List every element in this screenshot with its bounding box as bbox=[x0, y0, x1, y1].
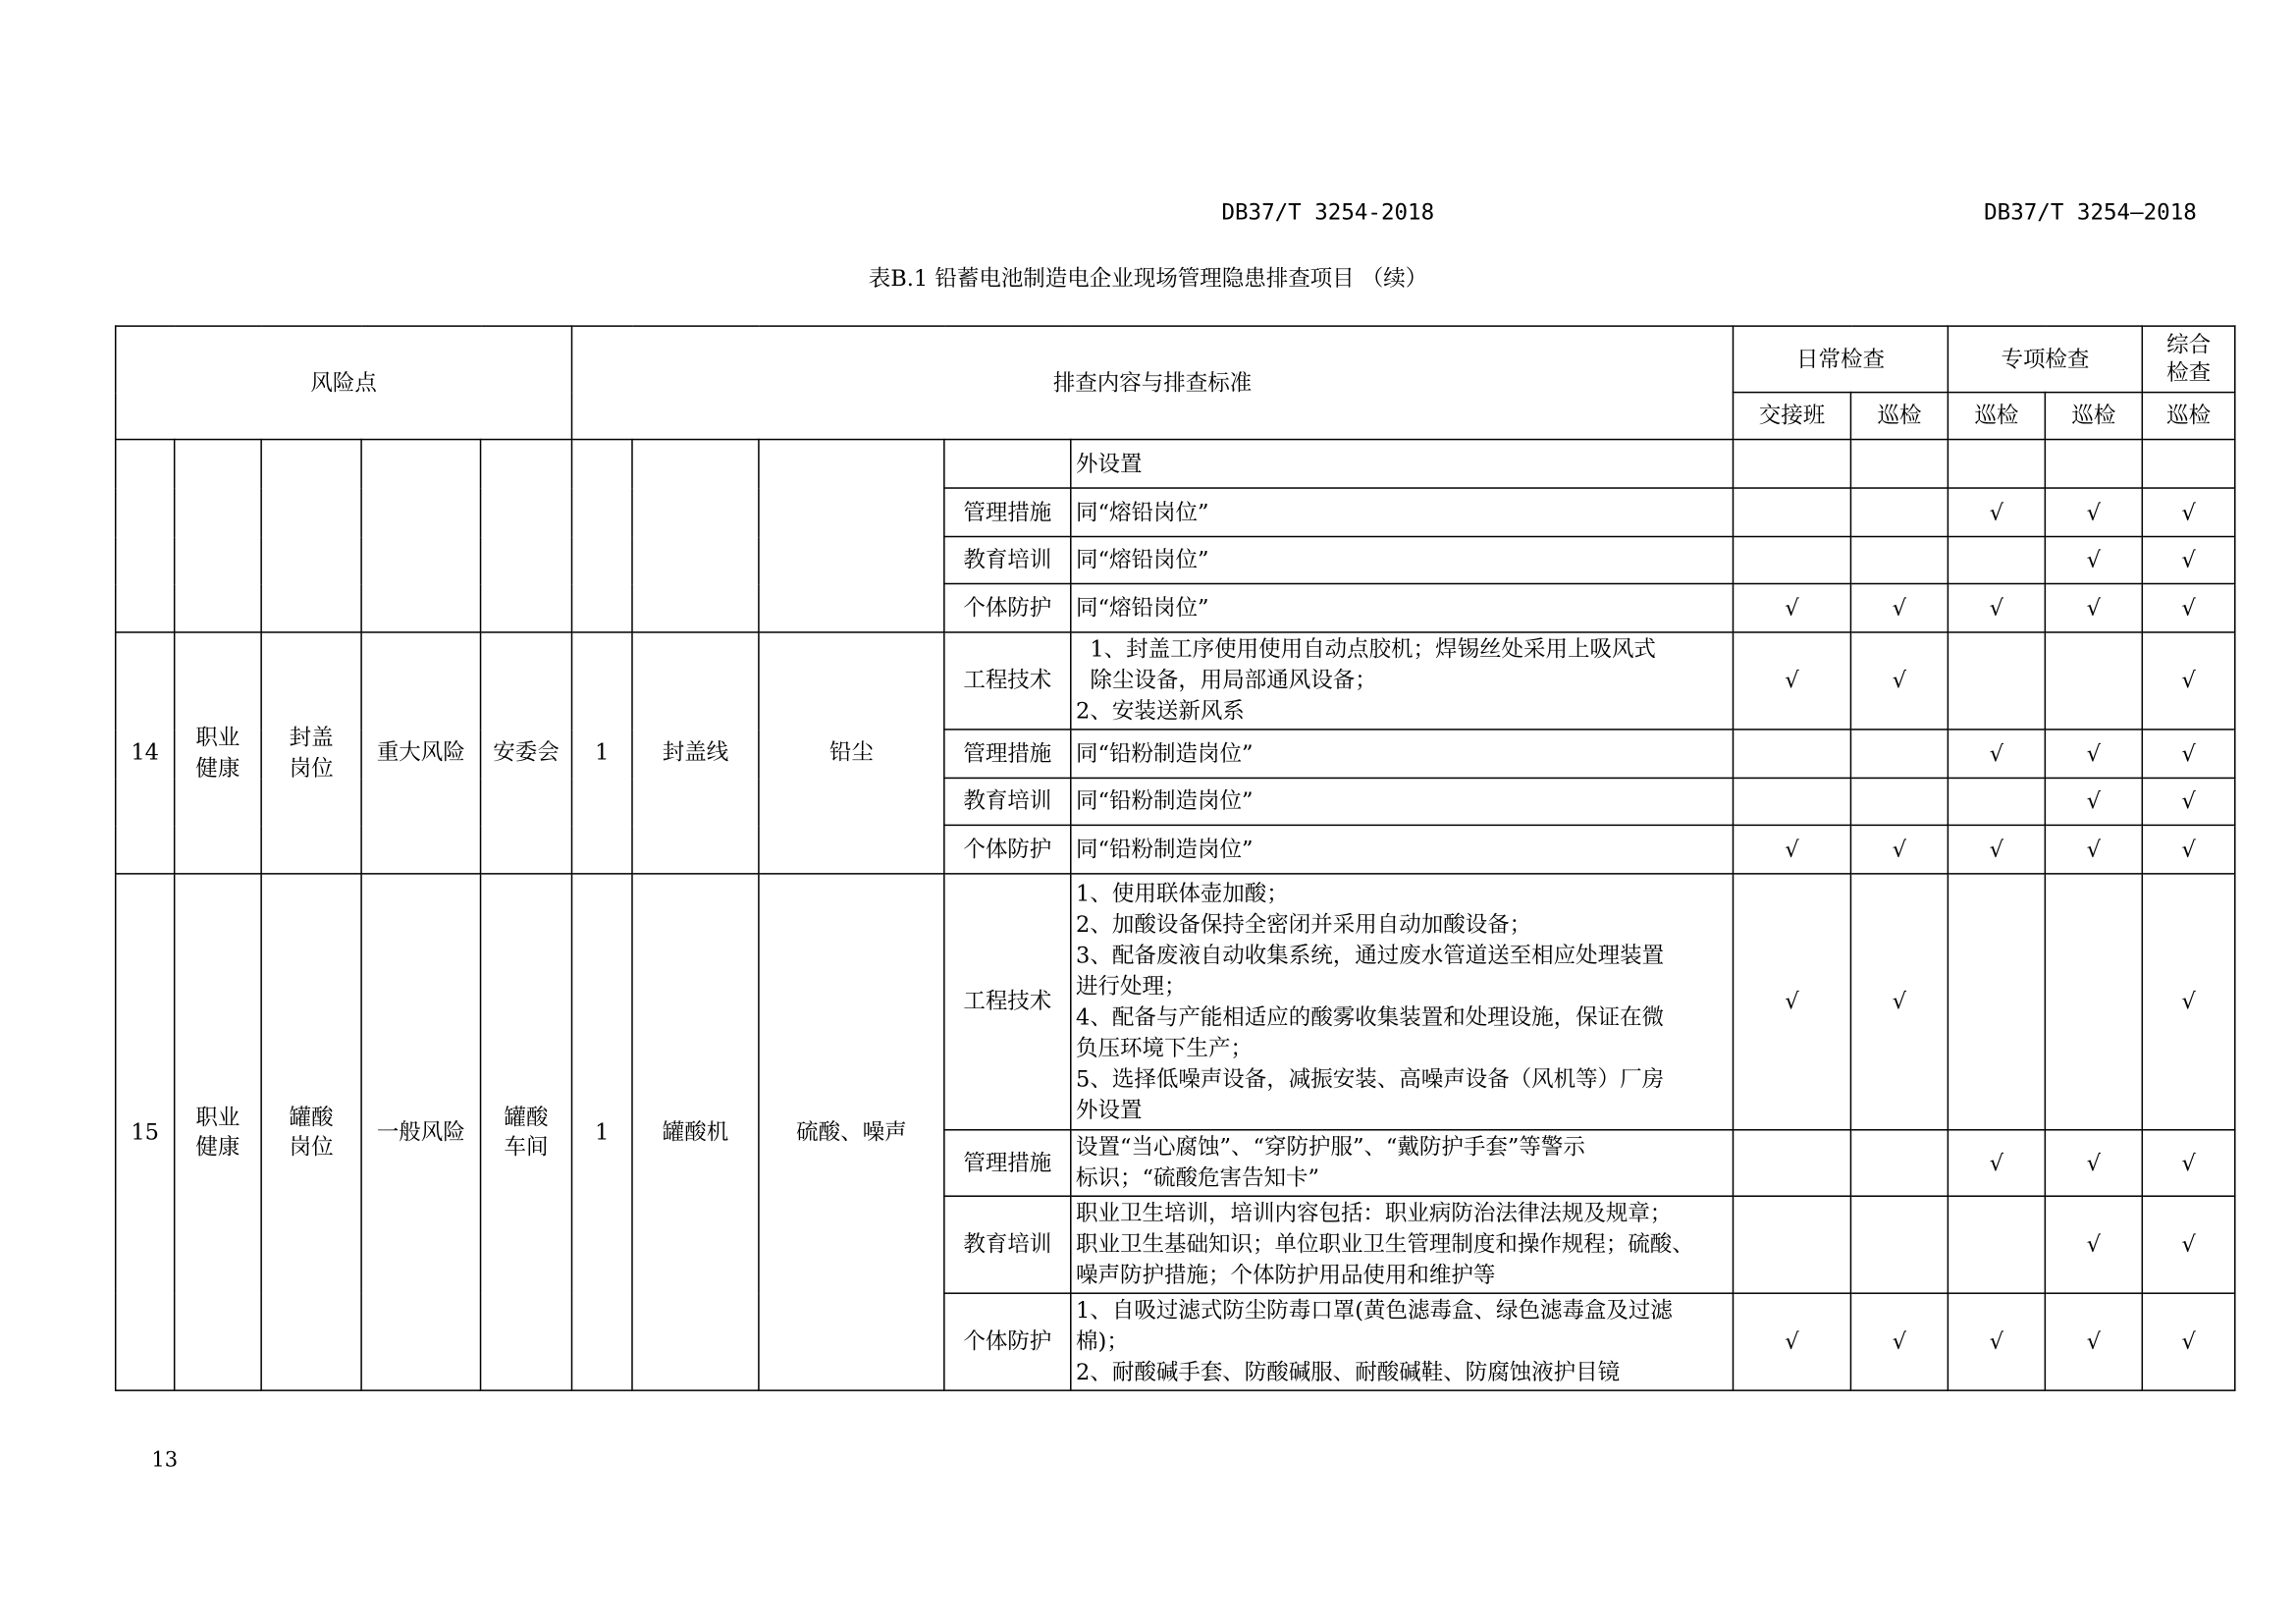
item-number: 15 bbox=[116, 874, 175, 1390]
item-number: 14 bbox=[116, 632, 175, 874]
header-patrol-special-2: 巡检 bbox=[2045, 393, 2142, 440]
post-name bbox=[261, 874, 361, 1390]
check-special-patrol-2 bbox=[2045, 583, 2142, 631]
hazard-inspection-table bbox=[115, 325, 2236, 1391]
risk-level: 一般风险 bbox=[361, 874, 480, 1390]
responsible-department bbox=[481, 874, 572, 1390]
check-mark: √ bbox=[1892, 667, 1907, 694]
check-special-patrol-1 bbox=[1948, 874, 2045, 1130]
measure-type: 管理措施 bbox=[944, 730, 1071, 778]
content-line: 标识；“硫酸危害告知卡” bbox=[1076, 1163, 1319, 1191]
content-line: 同“熔铅岗位” bbox=[1076, 593, 1209, 621]
measure-type bbox=[944, 440, 1071, 488]
content-line: 同“铅粉制造岗位” bbox=[1076, 835, 1254, 862]
table-row bbox=[116, 632, 2235, 730]
page-number: 13 bbox=[151, 1448, 179, 1473]
header-risk-point: 风险点 bbox=[116, 326, 572, 439]
check-comprehensive-patrol bbox=[2142, 778, 2234, 825]
check-special-patrol-2 bbox=[2045, 825, 2142, 873]
check-special-patrol-2 bbox=[2045, 1130, 2142, 1196]
quantity: 1 bbox=[572, 632, 632, 874]
check-mark: √ bbox=[1989, 836, 2004, 863]
check-special-patrol-2 bbox=[2045, 1293, 2142, 1390]
hazard-factor: 铅尘 bbox=[759, 632, 944, 874]
check-special-patrol-1 bbox=[1948, 730, 2045, 778]
content-line: 职业卫生培训，培训内容包括：职业病防治法律法规及规章； bbox=[1076, 1199, 1673, 1226]
cell-line-1: 封盖 bbox=[289, 725, 334, 752]
header-patrol-special-1: 巡检 bbox=[1948, 393, 2045, 440]
measure-type: 工程技术 bbox=[944, 632, 1071, 730]
check-comprehensive-patrol bbox=[2142, 1196, 2234, 1293]
check-mark: √ bbox=[2181, 988, 2196, 1015]
check-shift-handover bbox=[1734, 537, 1851, 584]
content-line: 同“熔铅岗位” bbox=[1076, 546, 1209, 573]
department-cell bbox=[481, 440, 572, 632]
table-row bbox=[116, 440, 2235, 488]
check-shift-handover bbox=[1734, 730, 1851, 778]
check-daily-patrol bbox=[1850, 730, 1948, 778]
check-mark: √ bbox=[1989, 594, 2004, 622]
check-special-patrol-1 bbox=[1948, 778, 2045, 825]
check-comprehensive-patrol bbox=[2142, 583, 2234, 631]
inspection-content bbox=[1071, 1196, 1734, 1293]
content-line: 同“铅粉制造岗位” bbox=[1076, 787, 1254, 815]
check-shift-handover bbox=[1734, 440, 1851, 488]
cell-line-2: 车间 bbox=[504, 1133, 549, 1161]
check-special-patrol-2 bbox=[2045, 488, 2142, 536]
check-special-patrol-2 bbox=[2045, 730, 2142, 778]
content-line: 棉)； bbox=[1076, 1327, 1129, 1355]
content-line: 同“铅粉制造岗位” bbox=[1076, 739, 1254, 767]
measure-type: 个体防护 bbox=[944, 1293, 1071, 1390]
risk-level: 重大风险 bbox=[361, 632, 480, 874]
check-comprehensive-patrol bbox=[2142, 1130, 2234, 1196]
check-mark: √ bbox=[2181, 1149, 2196, 1176]
check-shift-handover bbox=[1734, 874, 1851, 1130]
cell-line-1: 职业 bbox=[195, 1104, 240, 1131]
inspection-content bbox=[1071, 730, 1734, 778]
measure-type: 教育培训 bbox=[944, 1196, 1071, 1293]
measure-type: 管理措施 bbox=[944, 1130, 1071, 1196]
cell-line-1: 罐酸 bbox=[504, 1104, 549, 1131]
check-shift-handover bbox=[1734, 488, 1851, 536]
check-daily-patrol bbox=[1850, 440, 1948, 488]
check-comprehensive-patrol bbox=[2142, 440, 2234, 488]
check-mark: √ bbox=[2086, 499, 2102, 526]
measure-type: 教育培训 bbox=[944, 537, 1071, 584]
check-shift-handover bbox=[1734, 778, 1851, 825]
hazard-factor: 硫酸、噪声 bbox=[759, 874, 944, 1390]
check-daily-patrol bbox=[1850, 632, 1948, 730]
content-line: 3、配备废液自动收集系统，通过废水管道送至相应处理装置 bbox=[1076, 941, 1665, 968]
header-row-1 bbox=[116, 326, 2235, 392]
header-comprehensive-check bbox=[2142, 326, 2234, 392]
check-mark: √ bbox=[2181, 667, 2196, 694]
measure-type: 工程技术 bbox=[944, 874, 1071, 1130]
risk-category bbox=[175, 874, 261, 1390]
check-special-patrol-1 bbox=[1948, 825, 2045, 873]
check-comprehensive-patrol bbox=[2142, 488, 2234, 536]
check-daily-patrol bbox=[1850, 583, 1948, 631]
check-mark: √ bbox=[1785, 1327, 1799, 1355]
content-line: 1、封盖工序使用使用自动点胶机；焊锡丝处采用上吸风式 bbox=[1076, 635, 1656, 663]
cell-line-2: 岗位 bbox=[289, 754, 334, 782]
check-mark: √ bbox=[2181, 1327, 2196, 1355]
header-patrol-comprehensive: 巡检 bbox=[2142, 393, 2234, 440]
check-special-patrol-1 bbox=[1948, 583, 2045, 631]
check-special-patrol-1 bbox=[1948, 1130, 2045, 1196]
header-daily-check: 日常检查 bbox=[1734, 326, 1949, 392]
header-shift-handover: 交接班 bbox=[1734, 393, 1851, 440]
table-row bbox=[116, 874, 2235, 1130]
content-line: 同“熔铅岗位” bbox=[1076, 498, 1209, 525]
equipment-name: 封盖线 bbox=[632, 632, 759, 874]
cell-line-2: 健康 bbox=[195, 754, 240, 782]
check-shift-handover bbox=[1734, 1293, 1851, 1390]
category-cell bbox=[175, 440, 261, 632]
check-special-patrol-1 bbox=[1948, 1293, 2045, 1390]
check-mark: √ bbox=[2086, 787, 2102, 815]
check-special-patrol-1 bbox=[1948, 488, 2045, 536]
check-mark: √ bbox=[2181, 836, 2196, 863]
cell-line-2: 健康 bbox=[195, 1133, 240, 1161]
inspection-content bbox=[1071, 632, 1734, 730]
hazard-cell bbox=[759, 440, 944, 632]
inspection-content bbox=[1071, 1293, 1734, 1390]
check-mark: √ bbox=[1989, 1149, 2004, 1176]
check-special-patrol-2 bbox=[2045, 874, 2142, 1130]
check-shift-handover bbox=[1734, 1196, 1851, 1293]
inspection-content bbox=[1071, 440, 1734, 488]
content-line: 外设置 bbox=[1076, 450, 1143, 477]
quantity-cell bbox=[572, 440, 632, 632]
check-mark: √ bbox=[2086, 836, 2102, 863]
check-mark: √ bbox=[1989, 739, 2004, 767]
inspection-content bbox=[1071, 488, 1734, 536]
content-line: 1、使用联体壶加酸； bbox=[1076, 879, 1289, 906]
document-code-left: DB37/T 3254-2018 bbox=[1221, 198, 1435, 226]
check-special-patrol-1 bbox=[1948, 537, 2045, 584]
check-special-patrol-2 bbox=[2045, 778, 2142, 825]
check-daily-patrol bbox=[1850, 778, 1948, 825]
check-shift-handover bbox=[1734, 1130, 1851, 1196]
check-special-patrol-1 bbox=[1948, 1196, 2045, 1293]
table-caption: 表B.1 铅蓄电池制造电企业现场管理隐患排查项目 （续） bbox=[868, 264, 1428, 292]
content-line: 2、耐酸碱手套、防酸碱服、耐酸碱鞋、防腐蚀液护目镜 bbox=[1076, 1358, 1621, 1385]
check-daily-patrol bbox=[1850, 1196, 1948, 1293]
check-mark: √ bbox=[2181, 594, 2196, 622]
check-mark: √ bbox=[1892, 1327, 1907, 1355]
content-line: 负压环境下生产； bbox=[1076, 1034, 1254, 1061]
check-special-patrol-2 bbox=[2045, 537, 2142, 584]
check-mark: √ bbox=[1785, 667, 1799, 694]
risk-category bbox=[175, 632, 261, 874]
check-daily-patrol bbox=[1850, 1130, 1948, 1196]
check-mark: √ bbox=[1989, 499, 2004, 526]
inspection-content bbox=[1071, 537, 1734, 584]
check-shift-handover bbox=[1734, 583, 1851, 631]
check-special-patrol-2 bbox=[2045, 440, 2142, 488]
measure-type: 管理措施 bbox=[944, 488, 1071, 536]
header-comprehensive-line2: 检查 bbox=[2166, 358, 2212, 386]
inspection-content bbox=[1071, 583, 1734, 631]
header-patrol-daily: 巡检 bbox=[1850, 393, 1948, 440]
equipment-name: 罐酸机 bbox=[632, 874, 759, 1390]
check-mark: √ bbox=[2181, 1231, 2196, 1259]
check-mark: √ bbox=[2086, 1149, 2102, 1176]
check-comprehensive-patrol bbox=[2142, 632, 2234, 730]
content-line: 4、配备与产能相适应的酸雾收集装置和处理设施，保证在微 bbox=[1076, 1002, 1665, 1030]
check-mark: √ bbox=[2086, 1327, 2102, 1355]
measure-type: 个体防护 bbox=[944, 583, 1071, 631]
post-cell bbox=[261, 440, 361, 632]
check-mark: √ bbox=[2086, 739, 2102, 767]
content-line: 2、安装送新风系 bbox=[1076, 697, 1245, 725]
content-line: 进行处理； bbox=[1076, 972, 1187, 1000]
content-line: 5、选择低噪声设备，减振安装、高噪声设备（风机等）厂房 bbox=[1076, 1064, 1665, 1092]
content-line: 2、加酸设备保持全密闭并采用自动加酸设备； bbox=[1076, 910, 1532, 938]
check-daily-patrol bbox=[1850, 1293, 1948, 1390]
inspection-content bbox=[1071, 1130, 1734, 1196]
check-daily-patrol bbox=[1850, 537, 1948, 584]
inspection-content bbox=[1071, 825, 1734, 873]
check-mark: √ bbox=[2181, 499, 2196, 526]
content-line: 设置“当心腐蚀”、“穿防护服”、“戴防护手套”等警示 bbox=[1076, 1133, 1585, 1161]
cell-line-1: 罐酸 bbox=[289, 1104, 334, 1131]
check-comprehensive-patrol bbox=[2142, 874, 2234, 1130]
check-mark: √ bbox=[1785, 836, 1799, 863]
content-line: 外设置 bbox=[1076, 1096, 1143, 1123]
content-line: 噪声防护措施；个体防护用品使用和维护等 bbox=[1076, 1261, 1496, 1288]
check-daily-patrol bbox=[1850, 874, 1948, 1130]
header-comprehensive-line1: 综合 bbox=[2166, 331, 2212, 358]
check-mark: √ bbox=[2181, 546, 2196, 573]
check-mark: √ bbox=[1785, 988, 1799, 1015]
content-line: 职业卫生基础知识；单位职业卫生管理制度和操作规程；硫酸、 bbox=[1076, 1230, 1694, 1258]
check-mark: √ bbox=[2086, 1231, 2102, 1259]
check-mark: √ bbox=[1892, 836, 1907, 863]
check-mark: √ bbox=[2181, 739, 2196, 767]
check-special-patrol-1 bbox=[1948, 632, 2045, 730]
cell-line-1: 安委会 bbox=[493, 739, 560, 767]
cell-line-2: 岗位 bbox=[289, 1133, 334, 1161]
check-shift-handover bbox=[1734, 632, 1851, 730]
risk-level-cell bbox=[361, 440, 480, 632]
check-shift-handover bbox=[1734, 825, 1851, 873]
check-mark: √ bbox=[1892, 988, 1907, 1015]
check-daily-patrol bbox=[1850, 488, 1948, 536]
responsible-department bbox=[481, 632, 572, 874]
check-daily-patrol bbox=[1850, 825, 1948, 873]
inspection-content bbox=[1071, 778, 1734, 825]
check-mark: √ bbox=[1785, 594, 1799, 622]
document-code-right: DB37/T 3254—2018 bbox=[1984, 198, 2197, 226]
check-mark: √ bbox=[2086, 594, 2102, 622]
content-line: 1、自吸过滤式防尘防毒口罩(黄色滤毒盒、绿色滤毒盒及过滤 bbox=[1076, 1296, 1673, 1324]
equipment-cell bbox=[632, 440, 759, 632]
check-mark: √ bbox=[1892, 594, 1907, 622]
check-mark: √ bbox=[1989, 1327, 2004, 1355]
check-special-patrol-1 bbox=[1948, 440, 2045, 488]
check-special-patrol-2 bbox=[2045, 632, 2142, 730]
quantity: 1 bbox=[572, 874, 632, 1390]
header-special-check: 专项检查 bbox=[1948, 326, 2142, 392]
content-line: 除尘设备，用局部通风设备； bbox=[1076, 667, 1377, 694]
check-comprehensive-patrol bbox=[2142, 1293, 2234, 1390]
header-content-standard: 排查内容与排查标准 bbox=[572, 326, 1734, 439]
check-mark: √ bbox=[2086, 546, 2102, 573]
post-name bbox=[261, 632, 361, 874]
measure-type: 个体防护 bbox=[944, 825, 1071, 873]
measure-type: 教育培训 bbox=[944, 778, 1071, 825]
check-comprehensive-patrol bbox=[2142, 825, 2234, 873]
inspection-content bbox=[1071, 874, 1734, 1130]
check-comprehensive-patrol bbox=[2142, 730, 2234, 778]
check-comprehensive-patrol bbox=[2142, 537, 2234, 584]
cell-line-1: 职业 bbox=[195, 725, 240, 752]
no-cell bbox=[116, 440, 175, 632]
check-special-patrol-2 bbox=[2045, 1196, 2142, 1293]
check-mark: √ bbox=[2181, 787, 2196, 815]
